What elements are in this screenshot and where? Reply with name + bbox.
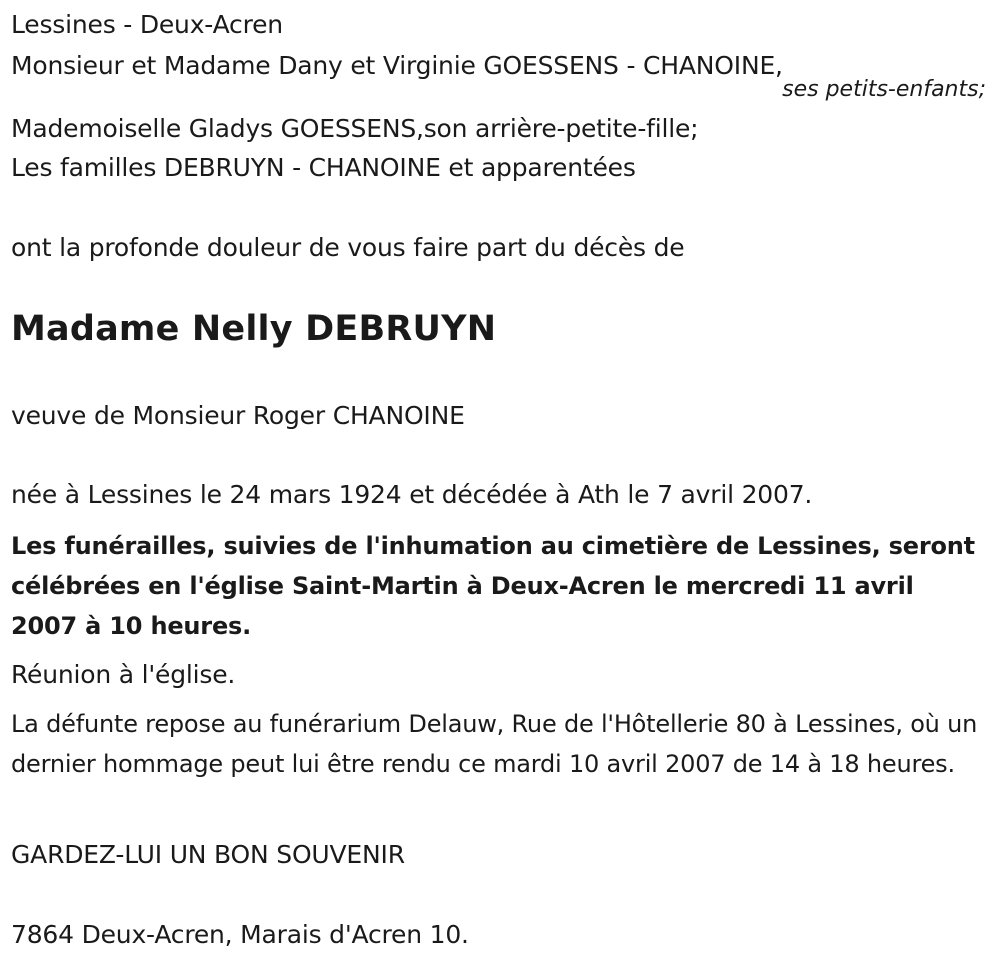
death-notice: [11, 0, 986, 968]
visitation-paragraph: La défunte repose au funérarium Delauw, Rue de l'Hôtellerie 80 à Lessines, où un dernier hommage peut lui être rendu ce mardi 10 avril 2007 de 14 à 18 heures.: [11, 710, 978, 778]
meeting-line: Réunion à l'église.: [11, 660, 236, 689]
closing-line: GARDEZ-LUI UN BON SOUVENIR: [11, 840, 405, 869]
location-line: Lessines - Deux-Acren: [11, 10, 283, 39]
birth-death-line: née à Lessines le 24 mars 1924 et décédée à Ath le 7 avril 2007.: [11, 480, 813, 509]
funeral-paragraph: Les funérailles, suivies de l'inhumation au cimetière de Lessines, seront célébrées en l'église Saint-Martin à Deux-Acren le mercredi 11 avril 2007 à 10 heures.: [11, 532, 975, 640]
family-line-great-granddaughter: Mademoiselle Gladys GOESSENS,son arrière-petite-fille;: [11, 114, 699, 143]
deceased-name: Madame Nelly DEBRUYN: [11, 309, 497, 349]
family-line-grandchildren: Monsieur et Madame Dany et Virginie GOESSENS - CHANOINE,: [11, 51, 783, 80]
address-line: 7864 Deux-Acren, Marais d'Acren 10.: [11, 920, 469, 949]
announcement-line: ont la profonde douleur de vous faire part du décès de: [11, 233, 685, 262]
spouse-line: veuve de Monsieur Roger CHANOINE: [11, 401, 465, 430]
family-line-families: Les familles DEBRUYN - CHANOINE et apparentées: [11, 153, 636, 182]
family-role-grandchildren: ses petits-enfants;: [782, 77, 986, 102]
